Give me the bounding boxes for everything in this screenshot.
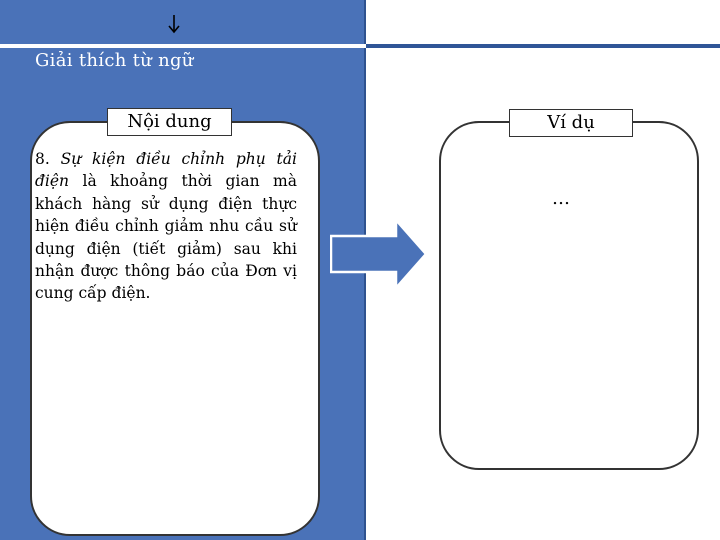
example-label: Ví dụ bbox=[509, 109, 633, 137]
content-label: Nội dung bbox=[107, 108, 232, 136]
example-box bbox=[439, 121, 699, 470]
term: Sự kiện điều chỉnh phụ tải điện bbox=[35, 150, 297, 191]
down-arrow-icon bbox=[164, 12, 184, 36]
definition: là khoảng thời gian mà khách hàng sử dụng điện thực hiện điều chỉnh giảm nhu cầu sử dụng điện (tiết giảm) sau khi nhận được thông báo của Đơn vị cung cấp điện. bbox=[35, 172, 297, 303]
definition-text bbox=[35, 148, 297, 305]
section-title: Giải thích từ ngữ bbox=[35, 50, 194, 71]
right-arrow-icon bbox=[330, 218, 428, 290]
example-text: … bbox=[552, 188, 570, 209]
term-number: 8. bbox=[35, 150, 50, 168]
top-divider-left bbox=[0, 44, 366, 48]
